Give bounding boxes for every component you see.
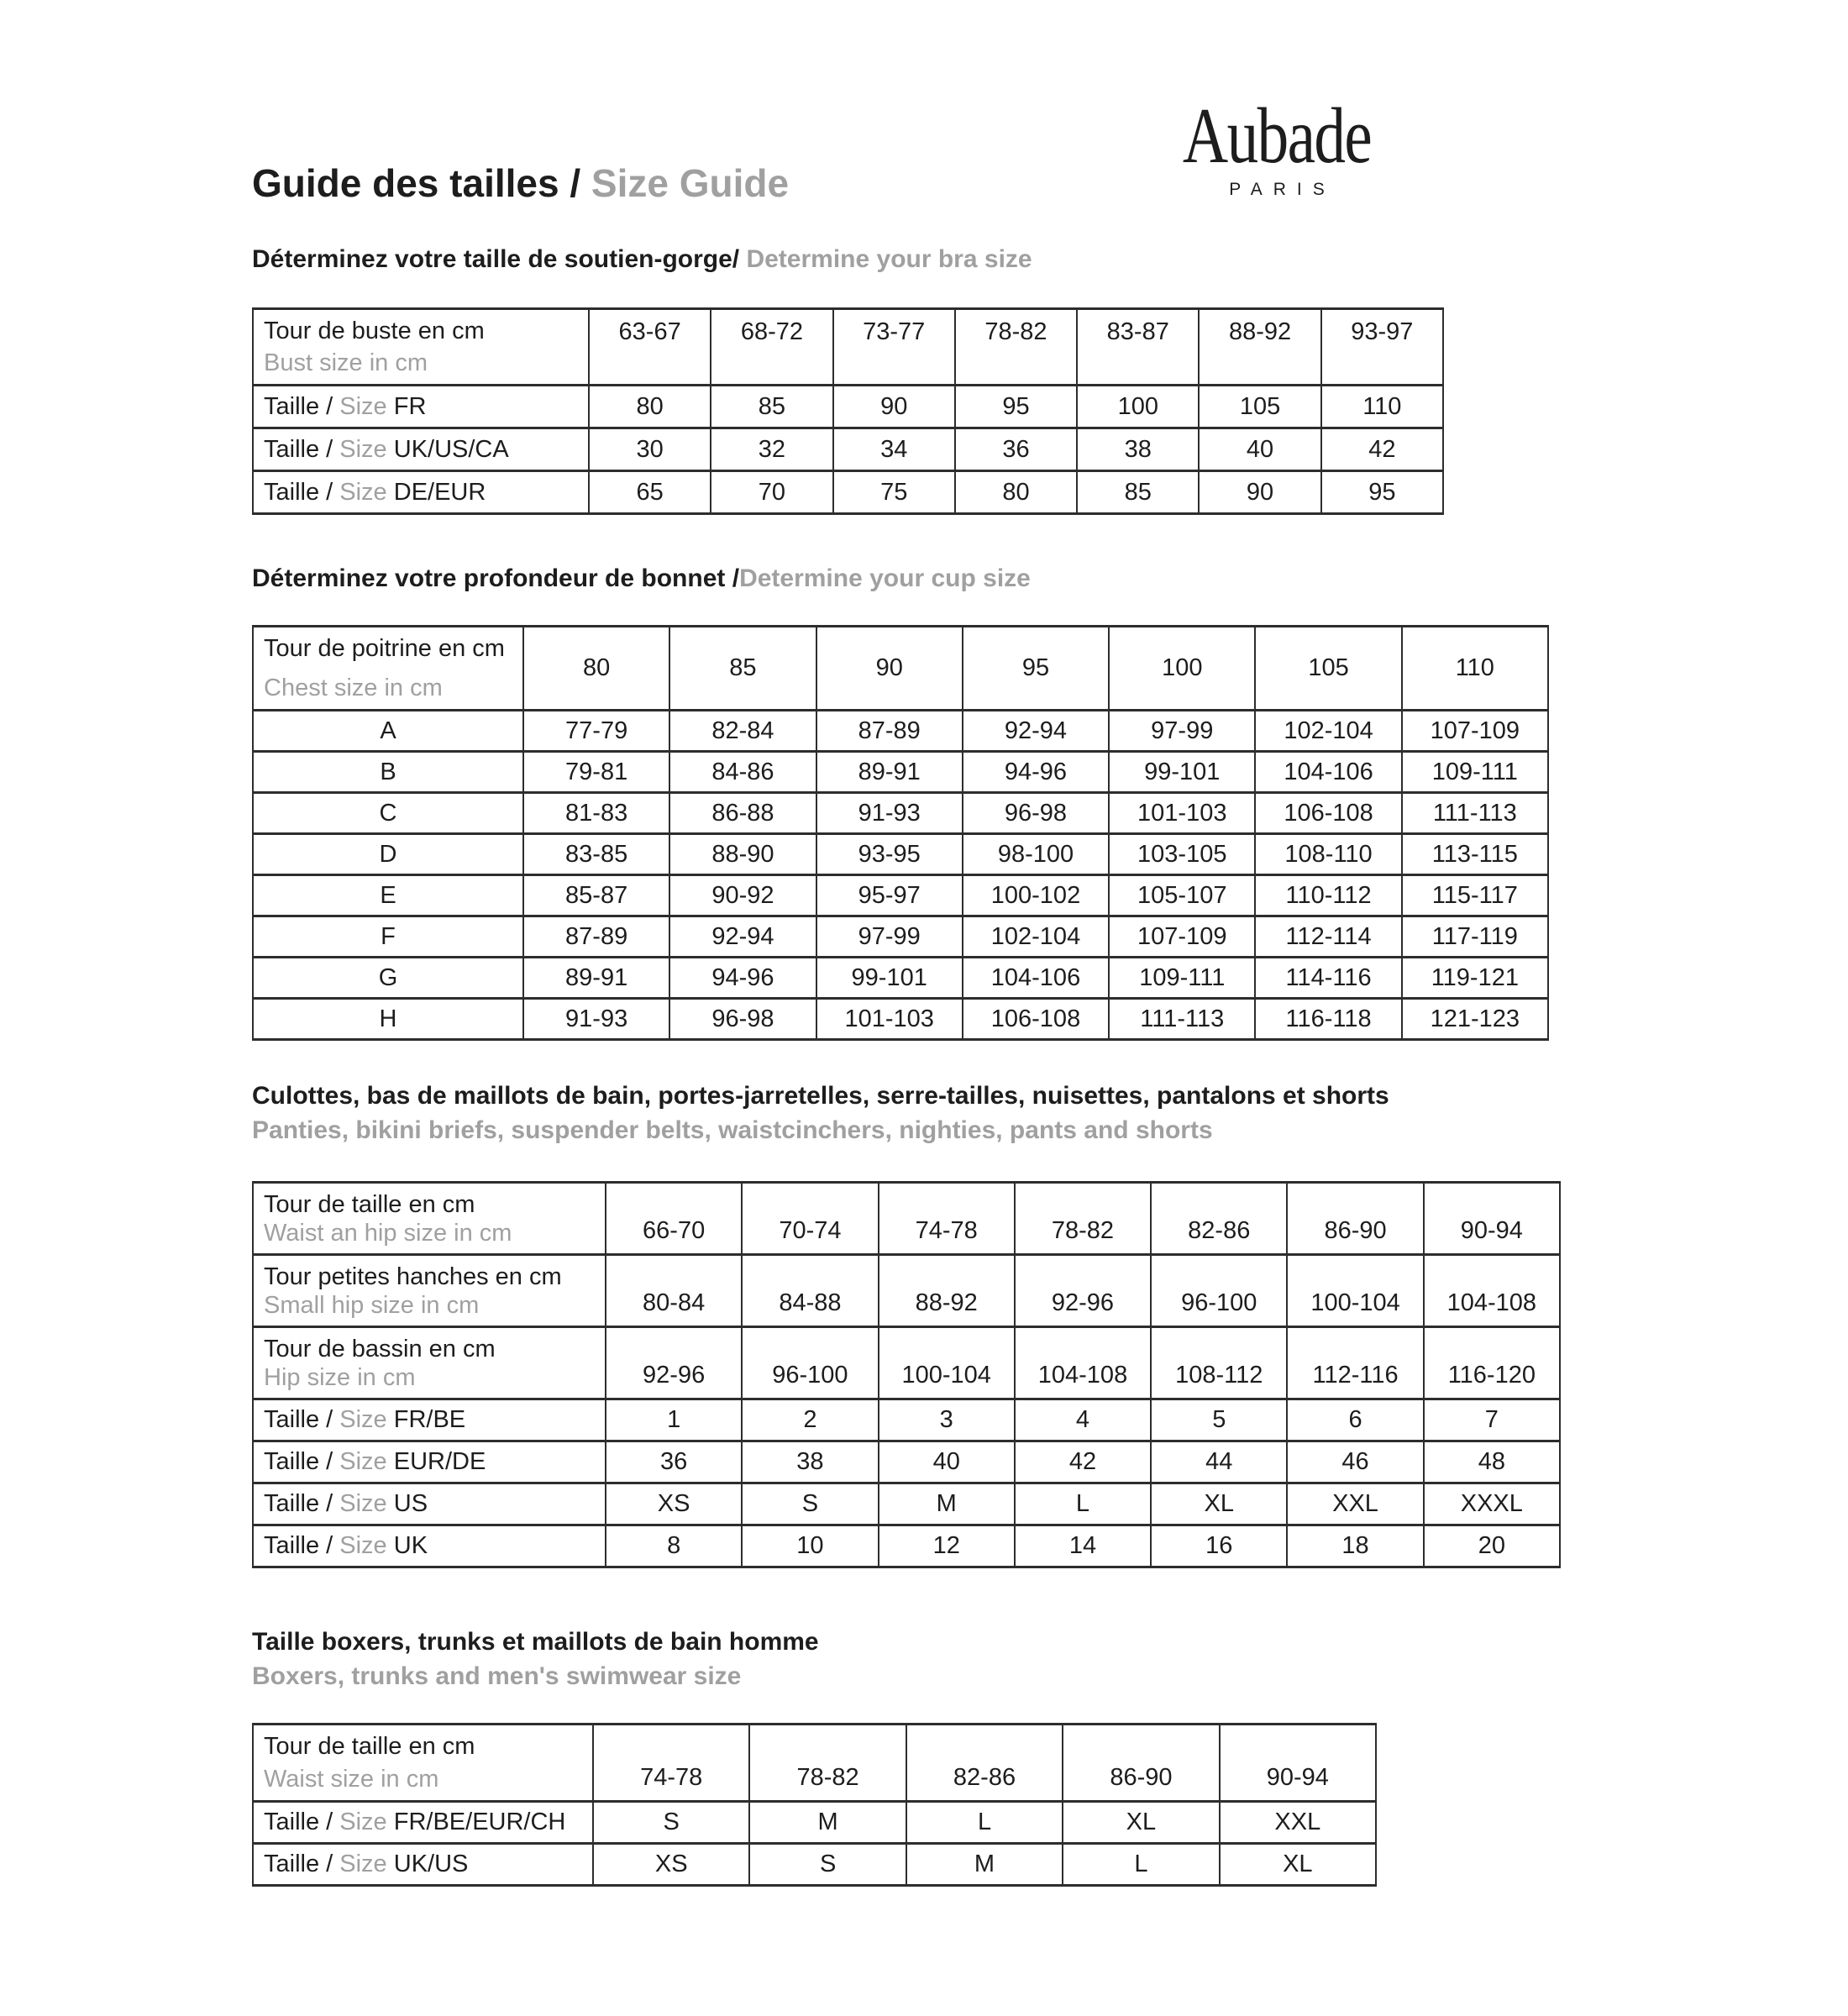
cell-value: S <box>594 1803 750 1842</box>
cell-value: 97-99 <box>1110 711 1256 750</box>
mens-size-table <box>252 1723 1377 1887</box>
row-label <box>254 1256 606 1326</box>
row-label-taille: Taille / <box>264 435 340 463</box>
cell-value: 116-120 <box>1447 1362 1536 1389</box>
row-label <box>254 429 590 470</box>
row-label-region: FR/BE <box>386 1406 466 1433</box>
row-label <box>254 1442 606 1482</box>
row-label-taille: Taille / <box>264 478 340 506</box>
cell-value: 121-123 <box>1430 1005 1520 1032</box>
cell-value: 100-104 <box>879 1328 1016 1398</box>
cell-value: 38 <box>743 1442 879 1482</box>
row-label-english: Hip size in cm <box>264 1364 416 1391</box>
heading-french: Culottes, bas de maillots de bain, portes-jarretelles, serre-tailles, nuisettes, pantalons et shorts <box>252 1082 1389 1110</box>
cell-value: 85 <box>711 386 833 427</box>
cell-value: 92-94 <box>670 917 816 956</box>
heading-english: Panties, bikini briefs, suspender belts, waistcinchers, nighties, pants and shorts <box>252 1116 1213 1144</box>
row-label: C <box>254 794 524 832</box>
row-label <box>254 627 524 709</box>
cell-value: 66-70 <box>606 1184 743 1253</box>
row-label-english: Small hip size in cm <box>264 1292 480 1319</box>
table-row <box>254 1256 1559 1328</box>
cell-value: S <box>743 1484 879 1524</box>
cell-value: 93-97 <box>1351 318 1414 345</box>
table-row <box>254 1328 1559 1400</box>
cell-value: 74-78 <box>879 1184 1016 1253</box>
cell-value: 102-104 <box>963 917 1110 956</box>
table-row <box>254 1484 1559 1526</box>
row-label-region: FR <box>386 392 427 420</box>
table-row <box>254 1526 1559 1566</box>
row-label-french: Tour de buste en cm <box>264 318 485 344</box>
row-label: E <box>254 876 524 915</box>
row-label-region: DE/EUR <box>386 478 486 506</box>
row-label-region: US <box>386 1490 428 1517</box>
row-label-french: Tour de poitrine en cm <box>264 635 505 662</box>
cell-value: 99-101 <box>817 958 963 997</box>
row-label <box>254 1526 606 1566</box>
cell-value: 85 <box>670 627 816 709</box>
row-label: F <box>254 917 524 956</box>
bra-size-table <box>252 307 1444 515</box>
cell-value: 83-85 <box>524 835 670 874</box>
cell-value: 88-92 <box>879 1256 1016 1326</box>
row-label-taille: Taille / <box>264 1851 340 1877</box>
cell-value: 68-72 <box>711 310 833 384</box>
cell-value: 7 <box>1484 1406 1499 1433</box>
cell-value: 90 <box>834 386 956 427</box>
cell-value: 6 <box>1288 1400 1424 1440</box>
cell-value: S <box>750 1845 906 1884</box>
cell-value: 65 <box>590 472 711 512</box>
cell-value: 77-79 <box>524 711 670 750</box>
cell-value: 90-94 <box>1460 1217 1523 1244</box>
table-row <box>254 627 1547 711</box>
cell-value: 90-92 <box>670 876 816 915</box>
cell-value: 115-117 <box>1431 881 1518 909</box>
cell-value: 74-78 <box>594 1725 750 1800</box>
cell-value: XL <box>1152 1484 1288 1524</box>
row-label-taille: Taille / <box>264 392 340 420</box>
cell-value: 36 <box>956 429 1078 470</box>
table-row <box>254 1400 1559 1442</box>
cell-value: 86-88 <box>670 794 816 832</box>
cell-value: 100 <box>1078 386 1200 427</box>
section-heading-mens <box>252 1625 819 1693</box>
cell-value: 108-112 <box>1152 1328 1288 1398</box>
table-row <box>254 1184 1559 1256</box>
cell-value: 84-88 <box>743 1256 879 1326</box>
cell-value: 85-87 <box>524 876 670 915</box>
cell-value: 105 <box>1200 386 1321 427</box>
cell-value: 42 <box>1368 435 1396 463</box>
cell-value: 97-99 <box>817 917 963 956</box>
cell-value: M <box>879 1484 1016 1524</box>
cell-value: 107-109 <box>1430 717 1520 744</box>
cell-value: 92-96 <box>606 1328 743 1398</box>
heading-english: Determine your cup size <box>739 564 1031 592</box>
cell-value: 95 <box>956 386 1078 427</box>
cell-value: 84-86 <box>670 753 816 791</box>
page-title-french: Guide des tailles / <box>252 161 591 205</box>
cell-value: 101-103 <box>817 1000 963 1038</box>
cell-value: 63-67 <box>590 310 711 384</box>
cell-value: XL <box>1063 1803 1220 1842</box>
table-row <box>254 794 1547 835</box>
cell-value: 89-91 <box>524 958 670 997</box>
cell-value: 104-108 <box>1016 1328 1152 1398</box>
page-title-english: Size Guide <box>591 161 790 205</box>
heading-english: Determine your bra size <box>739 245 1032 273</box>
cell-value: 40 <box>879 1442 1016 1482</box>
cell-value: XXL <box>1288 1484 1424 1524</box>
cell-value: 95-97 <box>817 876 963 915</box>
row-label <box>254 310 590 384</box>
cell-value: 80-84 <box>606 1256 743 1326</box>
row-label-english: Waist size in cm <box>264 1766 439 1793</box>
table-row <box>254 917 1547 958</box>
table-row <box>254 958 1547 1000</box>
cell-value: 107-109 <box>1110 917 1256 956</box>
cell-value: 116-118 <box>1256 1000 1402 1038</box>
cell-value: 90-94 <box>1266 1764 1329 1791</box>
cell-value: 78-82 <box>1016 1184 1152 1253</box>
row-label <box>254 1184 606 1253</box>
cell-value: 106-108 <box>963 1000 1110 1038</box>
cell-value: XXXL <box>1460 1490 1523 1517</box>
cell-value: 111-113 <box>1432 799 1517 827</box>
logo-brand-name: Aubade <box>1182 92 1372 180</box>
cell-value: 80 <box>956 472 1078 512</box>
cell-value: 85 <box>1078 472 1200 512</box>
cell-value: L <box>907 1803 1063 1842</box>
cell-value: 80 <box>524 627 670 709</box>
cell-value: 105 <box>1256 627 1402 709</box>
table-row <box>254 386 1442 429</box>
cell-value: 16 <box>1152 1526 1288 1566</box>
cell-value: 110-112 <box>1256 876 1402 915</box>
cell-value: L <box>1063 1845 1220 1884</box>
cell-value: XS <box>606 1484 743 1524</box>
cell-value: 119-121 <box>1431 963 1519 991</box>
row-label-region: UK <box>386 1532 428 1559</box>
cell-value: 113-115 <box>1431 840 1518 868</box>
row-label-english: Bust size in cm <box>264 349 428 376</box>
row-label-size: Size <box>339 1490 387 1517</box>
cell-value: 104-106 <box>963 958 1110 997</box>
bottoms-size-table <box>252 1181 1561 1568</box>
cell-value: 96-98 <box>963 794 1110 832</box>
row-label-taille: Taille / <box>264 1532 340 1559</box>
cell-value: 94-96 <box>963 753 1110 791</box>
cell-value: 1 <box>606 1400 743 1440</box>
cell-value: 112-116 <box>1288 1328 1424 1398</box>
row-label-size: Size <box>339 478 387 506</box>
table-row <box>254 472 1442 512</box>
row-label-size: Size <box>339 1448 387 1475</box>
cell-value: 92-96 <box>1016 1256 1152 1326</box>
cell-value: 105-107 <box>1110 876 1256 915</box>
cell-value: 90 <box>817 627 963 709</box>
row-label <box>254 1484 606 1524</box>
cell-value: 82-86 <box>1152 1184 1288 1253</box>
cell-value: 40 <box>1200 429 1321 470</box>
row-label <box>254 1845 594 1884</box>
cell-value: 75 <box>834 472 956 512</box>
cell-value: 96-100 <box>743 1328 879 1398</box>
row-label: H <box>254 1000 524 1038</box>
row-label: G <box>254 958 524 997</box>
row-label-region: UK/US <box>386 1851 469 1877</box>
cell-value: 103-105 <box>1110 835 1256 874</box>
cell-value: 87-89 <box>817 711 963 750</box>
cell-value: 109-111 <box>1431 758 1518 785</box>
cell-value: 88-90 <box>670 835 816 874</box>
cell-value: 94-96 <box>670 958 816 997</box>
cell-value: 83-87 <box>1078 310 1200 384</box>
row-label-taille: Taille / <box>264 1406 340 1433</box>
table-row <box>254 1845 1375 1884</box>
heading-english: Boxers, trunks and men's swimwear size <box>252 1662 742 1690</box>
row-label <box>254 1400 606 1440</box>
cell-value: 90 <box>1200 472 1321 512</box>
cell-value: 111-113 <box>1110 1000 1256 1038</box>
cell-value: 81-83 <box>524 794 670 832</box>
heading-french: Déterminez votre profondeur de bonnet / <box>252 564 740 592</box>
row-label-size: Size <box>339 435 387 463</box>
row-label-english: Chest size in cm <box>264 675 443 701</box>
cell-value: 8 <box>606 1526 743 1566</box>
cell-value: 91-93 <box>817 794 963 832</box>
cell-value: 117-119 <box>1431 922 1518 950</box>
table-row <box>254 1803 1375 1845</box>
section-heading-bottoms <box>252 1079 1389 1147</box>
cell-value: 4 <box>1016 1400 1152 1440</box>
section-heading-cup-size <box>252 561 1031 596</box>
cell-value: 92-94 <box>963 711 1110 750</box>
cell-value: 101-103 <box>1110 794 1256 832</box>
cell-value: 104-106 <box>1256 753 1402 791</box>
row-label <box>254 472 590 512</box>
cell-value: 44 <box>1152 1442 1288 1482</box>
cell-value: 70-74 <box>743 1184 879 1253</box>
row-label-french: Tour de bassin en cm <box>264 1336 496 1362</box>
row-label-region: EUR/DE <box>386 1448 486 1475</box>
row-label-french: Tour petites hanches en cm <box>264 1263 562 1290</box>
cell-value: 42 <box>1016 1442 1152 1482</box>
row-label-taille: Taille / <box>264 1448 340 1475</box>
row-label-french: Tour de taille en cm <box>264 1191 475 1218</box>
cell-value: 91-93 <box>524 1000 670 1038</box>
cell-value: 88-92 <box>1200 310 1321 384</box>
cell-value: 100 <box>1110 627 1256 709</box>
cup-size-table <box>252 625 1549 1041</box>
cell-value: 34 <box>834 429 956 470</box>
cell-value: 20 <box>1478 1532 1505 1559</box>
cell-value: 100-104 <box>1288 1256 1424 1326</box>
logo-city: PARIS <box>1229 180 1336 199</box>
cell-value: 89-91 <box>817 753 963 791</box>
row-label-taille: Taille / <box>264 1809 340 1835</box>
cell-value: 48 <box>1478 1448 1505 1475</box>
row-label-french: Tour de taille en cm <box>264 1733 475 1760</box>
table-row <box>254 429 1442 472</box>
cell-value: 3 <box>879 1400 1016 1440</box>
row-label-region: FR/BE/EUR/CH <box>386 1809 566 1835</box>
cell-value: 36 <box>606 1442 743 1482</box>
table-row <box>254 876 1547 917</box>
table-row <box>254 1725 1375 1803</box>
table-row <box>254 1000 1547 1038</box>
row-label: B <box>254 753 524 791</box>
cell-value: 95 <box>963 627 1110 709</box>
cell-value: 70 <box>711 472 833 512</box>
cell-value: 78-82 <box>956 310 1078 384</box>
row-label <box>254 386 590 427</box>
cell-value: 86-90 <box>1288 1184 1424 1253</box>
cell-value: XXL <box>1274 1809 1321 1835</box>
cell-value: L <box>1016 1484 1152 1524</box>
cell-value: 106-108 <box>1256 794 1402 832</box>
row-label <box>254 1328 606 1398</box>
table-row <box>254 835 1547 876</box>
cell-value: 104-108 <box>1446 1289 1537 1316</box>
section-heading-bra-size <box>252 242 1032 276</box>
table-row <box>254 711 1547 753</box>
cell-value: 110 <box>1362 392 1402 420</box>
cell-value: 82-86 <box>907 1725 1063 1800</box>
row-label: D <box>254 835 524 874</box>
cell-value: XS <box>594 1845 750 1884</box>
cell-value: 80 <box>590 386 711 427</box>
cell-value: 30 <box>590 429 711 470</box>
cell-value: 38 <box>1078 429 1200 470</box>
table-row <box>254 1442 1559 1484</box>
brand-logo <box>1142 92 1411 200</box>
row-label <box>254 1725 594 1800</box>
row-label-size: Size <box>339 1532 387 1559</box>
cell-value: 32 <box>711 429 833 470</box>
row-label-region: UK/US/CA <box>386 435 509 463</box>
row-label: A <box>254 711 524 750</box>
cell-value: 96-98 <box>670 1000 816 1038</box>
cell-value: 5 <box>1152 1400 1288 1440</box>
row-label-size: Size <box>339 1406 387 1433</box>
cell-value: M <box>907 1845 1063 1884</box>
cell-value: 108-110 <box>1256 835 1402 874</box>
row-label-size: Size <box>339 1851 387 1877</box>
cell-value: 114-116 <box>1256 958 1402 997</box>
cell-value: 82-84 <box>670 711 816 750</box>
cell-value: 112-114 <box>1256 917 1402 956</box>
row-label-taille: Taille / <box>264 1490 340 1517</box>
cell-value: 96-100 <box>1152 1256 1288 1326</box>
cell-value: 10 <box>743 1526 879 1566</box>
cell-value: XL <box>1283 1851 1313 1877</box>
cell-value: 14 <box>1016 1526 1152 1566</box>
cell-value: 87-89 <box>524 917 670 956</box>
table-row <box>254 310 1442 386</box>
row-label <box>254 1803 594 1842</box>
cell-value: 18 <box>1288 1526 1424 1566</box>
cell-value: 99-101 <box>1110 753 1256 791</box>
row-label-size: Size <box>339 392 387 420</box>
cell-value: 95 <box>1368 478 1396 506</box>
cell-value: 2 <box>743 1400 879 1440</box>
cell-value: 12 <box>879 1526 1016 1566</box>
cell-value: 110 <box>1455 654 1494 681</box>
cell-value: 100-102 <box>963 876 1110 915</box>
cell-value: 109-111 <box>1110 958 1256 997</box>
cell-value: 93-95 <box>817 835 963 874</box>
cell-value: 78-82 <box>750 1725 906 1800</box>
row-label-size: Size <box>339 1809 387 1835</box>
row-label-english: Waist an hip size in cm <box>264 1220 512 1247</box>
heading-french: Taille boxers, trunks et maillots de bain homme <box>252 1628 819 1656</box>
page-title <box>252 163 789 203</box>
cell-value: 73-77 <box>834 310 956 384</box>
cell-value: 86-90 <box>1063 1725 1220 1800</box>
cell-value: 79-81 <box>524 753 670 791</box>
cell-value: 102-104 <box>1256 711 1402 750</box>
cell-value: 98-100 <box>963 835 1110 874</box>
cell-value: 46 <box>1288 1442 1424 1482</box>
heading-french: Déterminez votre taille de soutien-gorge/ <box>252 245 740 273</box>
cell-value: M <box>750 1803 906 1842</box>
table-row <box>254 753 1547 794</box>
